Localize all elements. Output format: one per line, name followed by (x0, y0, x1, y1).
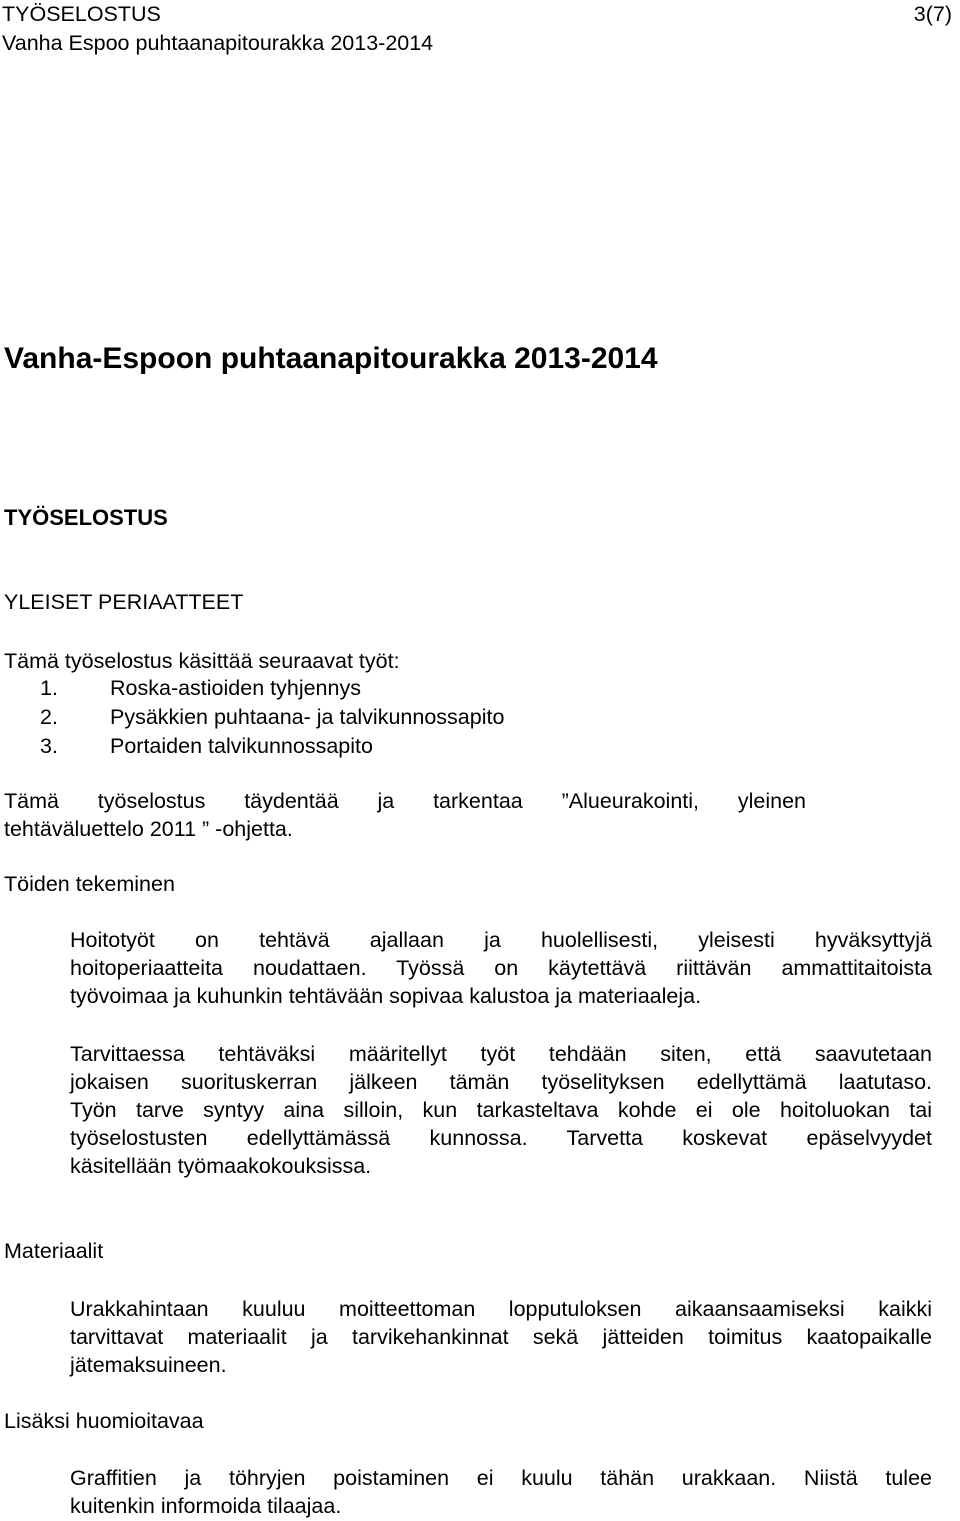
intro-text: Tämä työselostus käsittää seuraavat työt: (4, 649, 400, 673)
extra-paragraph (70, 1464, 932, 1520)
section-heading-materials: Materiaalit (4, 1239, 104, 1263)
work-paragraph-2 (70, 1040, 932, 1180)
supplement-paragraph (4, 787, 806, 843)
paragraph-line: Urakkahintaan kuuluu moitteettoman lopputuloksen aikaansaamiseksi kaikki (70, 1297, 932, 1321)
list-item (40, 732, 504, 761)
paragraph-line: Tämä työselostus täydentää ja tarkentaa ”Alueurakointi, yleinen (4, 789, 806, 813)
header-title: TYÖSELOSTUS (2, 2, 161, 26)
document-heading: TYÖSELOSTUS (4, 505, 168, 530)
paragraph-line: Graffitien ja töhryjen poistaminen ei kuulu tähän urakkaan. Niistä tulee (70, 1466, 932, 1490)
paragraph-line: Hoitotyöt on tehtävä ajallaan ja huolellisesti, yleisesti hyväksyttyjä (70, 928, 932, 952)
page-number: 3(7) (913, 2, 952, 26)
paragraph-line: jokaisen suorituskerran jälkeen tämän työselityksen edellyttämä laatutaso. (70, 1070, 932, 1094)
paragraph-line: jätemaksuineen. (70, 1353, 227, 1377)
list-item-text: Pysäkkien puhtaana- ja talvikunnossapito (110, 705, 505, 729)
list-item-text: Portaiden talvikunnossapito (110, 734, 373, 758)
paragraph-line: hoitoperiaatteita noudattaen. Työssä on käytettävä riittävän ammattitaitoista (70, 956, 932, 980)
paragraph-line: tehtäväluettelo 2011 ” -ohjetta. (4, 817, 293, 841)
section-heading-extra: Lisäksi huomioitavaa (4, 1409, 204, 1433)
paragraph-line: työselostusten edellyttämässä kunnossa. Tarvetta koskevat epäselvyydet (70, 1126, 932, 1150)
paragraph-line: Tarvittaessa tehtäväksi määritellyt työt tehdään siten, että saavutetaan (70, 1042, 932, 1066)
document-title: Vanha-Espoon puhtaanapitourakka 2013-2014 (4, 342, 658, 375)
materials-paragraph (70, 1295, 932, 1379)
paragraph-line: työvoimaa ja kuhunkin tehtävään sopivaa kalustoa ja materiaaleja. (70, 984, 702, 1008)
work-list (40, 674, 504, 761)
work-paragraph-1 (70, 926, 932, 1010)
list-item (40, 703, 504, 732)
list-item-number: 3. (40, 734, 58, 758)
header-subtitle: Vanha Espoo puhtaanapitourakka 2013-2014 (2, 31, 434, 55)
paragraph-line: Työn tarve syntyy aina silloin, kun tarkasteltava kohde ei ole hoitoluokan tai (70, 1098, 932, 1122)
list-item-text: Roska-astioiden tyhjennys (110, 676, 361, 700)
paragraph-line: käsitellään työmaakokouksissa. (70, 1154, 372, 1178)
section-heading-general: YLEISET PERIAATTEET (4, 590, 244, 614)
list-item (40, 674, 504, 703)
list-item-number: 2. (40, 705, 58, 729)
list-item-number: 1. (40, 676, 58, 700)
paragraph-line: kuitenkin informoida tilaajaa. (70, 1494, 342, 1518)
section-heading-work: Töiden tekeminen (4, 872, 175, 896)
paragraph-line: tarvittavat materiaalit ja tarvikehankinnat sekä jätteiden toimitus kaatopaikalle (70, 1325, 932, 1349)
